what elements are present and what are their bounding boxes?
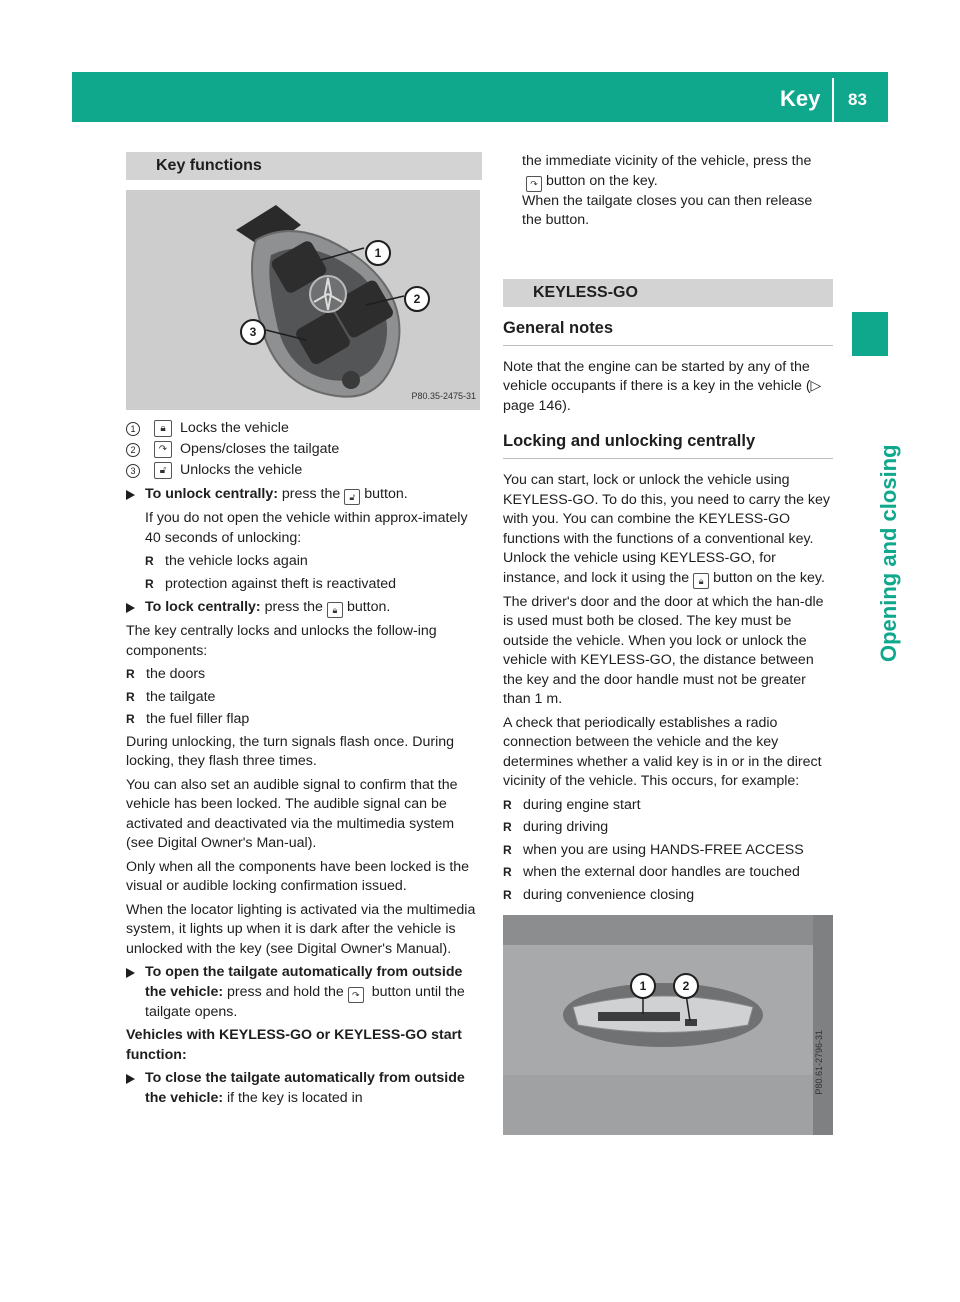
key-image bbox=[126, 190, 480, 410]
step-text: if the key is located in bbox=[227, 1089, 363, 1106]
image-reference-code: P80.61-2796-31 bbox=[813, 1030, 824, 1095]
step-text: button. bbox=[364, 486, 408, 502]
caption-text: Locks the vehicle bbox=[180, 419, 289, 436]
list-item: R during driving bbox=[503, 818, 833, 838]
paragraph: A check that periodically establishes a radio connection between the vehicle and the key determines whether a valid key is in or in the direct vicinity of the vehicle. This occurs, for example: bbox=[503, 714, 822, 789]
paragraph: When the locator lighting is activated via the multimedia system, it lights up when it is dark after the vehicle is unlocked with the key (see Digital Owner's Manual). bbox=[126, 901, 476, 957]
paragraph: Only when all the components have been locked is the visual or audible locking confirmation issued. bbox=[126, 858, 470, 894]
callout-2: 2 bbox=[404, 286, 430, 312]
step-arrow-icon bbox=[126, 968, 135, 978]
step-text: button. bbox=[346, 599, 391, 615]
step-label: To unlock centrally: bbox=[145, 486, 278, 502]
caption-number: 2 bbox=[126, 443, 140, 457]
paragraph: The key centrally locks and unlocks the follow-ing components: bbox=[126, 623, 437, 659]
step-label: To lock centrally: bbox=[145, 599, 261, 615]
step-arrow-icon bbox=[126, 1074, 135, 1084]
step-text: press the bbox=[281, 486, 341, 502]
step-arrow-icon bbox=[126, 490, 135, 500]
side-tab-label-wrap bbox=[852, 372, 901, 672]
side-tab-marker bbox=[852, 312, 888, 356]
lock-icon: 🔒︎ bbox=[154, 420, 172, 437]
caption-row bbox=[126, 418, 482, 439]
lock-icon: 🔒︎ bbox=[327, 602, 343, 618]
caption-text: Unlocks the vehicle bbox=[180, 461, 303, 478]
list-item: R the tailgate bbox=[126, 688, 482, 708]
list-item: R when the external door handles are touched bbox=[503, 863, 833, 883]
paragraph-text: You can start, lock or unlock the vehicle using KEYLESS-GO. To do this, you need to carry the key with you. You can combine the KEYLESS-GO functions with the functions of a conventional key. Unlock the vehicle using KEYLESS-GO, for instance, and lock it using the bbox=[503, 472, 831, 586]
caption-row bbox=[126, 439, 482, 460]
caption-number: 1 bbox=[126, 422, 140, 436]
image-reference-code: P80.35-2475-31 bbox=[411, 390, 476, 401]
door-handle-illustration bbox=[503, 915, 833, 1135]
instruction-step bbox=[126, 598, 482, 618]
step-label: To open the tailgate automatically from outside the vehicle: bbox=[145, 964, 463, 1000]
bullet-list bbox=[503, 796, 833, 906]
step-text: the immediate vicinity of the vehicle, press the bbox=[522, 153, 812, 169]
tailgate-icon: ↷ bbox=[526, 176, 542, 192]
step-arrow-icon bbox=[126, 603, 135, 613]
callout-2: 2 bbox=[673, 973, 699, 999]
paragraph-text: button on the key. bbox=[713, 569, 825, 586]
subheading-locking: Locking and unlocking centrally bbox=[503, 430, 833, 459]
paragraph: The driver's door and the door at which the han-dle is used must both be closed. The key must be outside the vehicle. When you lock or unlock the vehicle with KEYLESS-GO, the distance between the key and the door handle must not be greater than 1 m. bbox=[503, 593, 824, 707]
subheading-general-notes: General notes bbox=[503, 317, 833, 346]
step-text: button on the key. bbox=[546, 172, 658, 189]
unlock-icon: 🔓︎ bbox=[154, 462, 172, 479]
step-text: press the bbox=[264, 599, 323, 615]
list-item: R the doors bbox=[126, 665, 482, 685]
callout-1: 1 bbox=[630, 973, 656, 999]
bullet-list bbox=[126, 552, 482, 594]
caption-text: Opens/closes the tailgate bbox=[180, 440, 340, 457]
step-text: press and hold the bbox=[227, 983, 344, 1000]
paragraph: During unlocking, the turn signals flash once. During locking, they flash three times. bbox=[126, 733, 455, 769]
continued-text: When the tailgate closes you can then release the button. bbox=[522, 192, 813, 228]
caption-number: 3 bbox=[126, 464, 140, 478]
subheading: Vehicles with KEYLESS-GO or KEYLESS-GO start function: bbox=[126, 1027, 462, 1063]
list-item: R the vehicle locks again bbox=[145, 552, 482, 572]
header-bar bbox=[72, 72, 888, 122]
continued-text bbox=[503, 152, 833, 192]
list-item: R protection against theft is reactivated bbox=[145, 575, 482, 595]
section-title-keyless-go: KEYLESS-GO bbox=[503, 279, 833, 307]
lock-icon: 🔒︎ bbox=[693, 573, 709, 589]
caption-row bbox=[126, 460, 482, 481]
callout-3: 3 bbox=[240, 319, 266, 345]
list-item: R during engine start bbox=[503, 796, 833, 816]
paragraph: Note that the engine can be started by any of the vehicle occupants if there is a key in the vehicle (▷ page 146). bbox=[503, 358, 822, 414]
step-note: If you do not open the vehicle within approx-imately 40 seconds of unlocking: bbox=[145, 510, 468, 546]
unlock-icon: 🔓︎ bbox=[344, 489, 360, 505]
bullet-list bbox=[126, 665, 482, 730]
instruction-step bbox=[126, 963, 482, 1022]
door-handle-image bbox=[503, 915, 833, 1135]
list-item: R when you are using HANDS-FREE ACCESS bbox=[503, 841, 833, 861]
tailgate-icon: ↷ bbox=[154, 441, 172, 458]
tailgate-icon: ↷ bbox=[348, 987, 364, 1003]
step-label: To close the tailgate automatically from outside the vehicle: bbox=[145, 1070, 465, 1106]
page-title: Key bbox=[780, 86, 821, 111]
paragraph bbox=[503, 471, 833, 589]
right-column bbox=[503, 152, 833, 1135]
left-column bbox=[126, 152, 482, 1112]
list-item: R during convenience closing bbox=[503, 886, 833, 906]
instruction-step bbox=[126, 485, 482, 505]
step-text: button until the tailgate opens. bbox=[145, 983, 465, 1020]
page-number: 83 bbox=[848, 90, 867, 109]
side-tab-label: Opening and closing bbox=[876, 444, 901, 662]
callout-1: 1 bbox=[365, 240, 391, 266]
section-title-key-functions: Key functions bbox=[126, 152, 482, 180]
paragraph: You can also set an audible signal to confirm that the vehicle has been locked. The audible signal can be activated and deactivated via the multimedia system (see Digital Owner's Man-ual). bbox=[126, 776, 458, 851]
list-item: R the fuel filler flap bbox=[126, 710, 482, 730]
header-divider bbox=[832, 78, 834, 122]
instruction-step bbox=[126, 1069, 482, 1108]
